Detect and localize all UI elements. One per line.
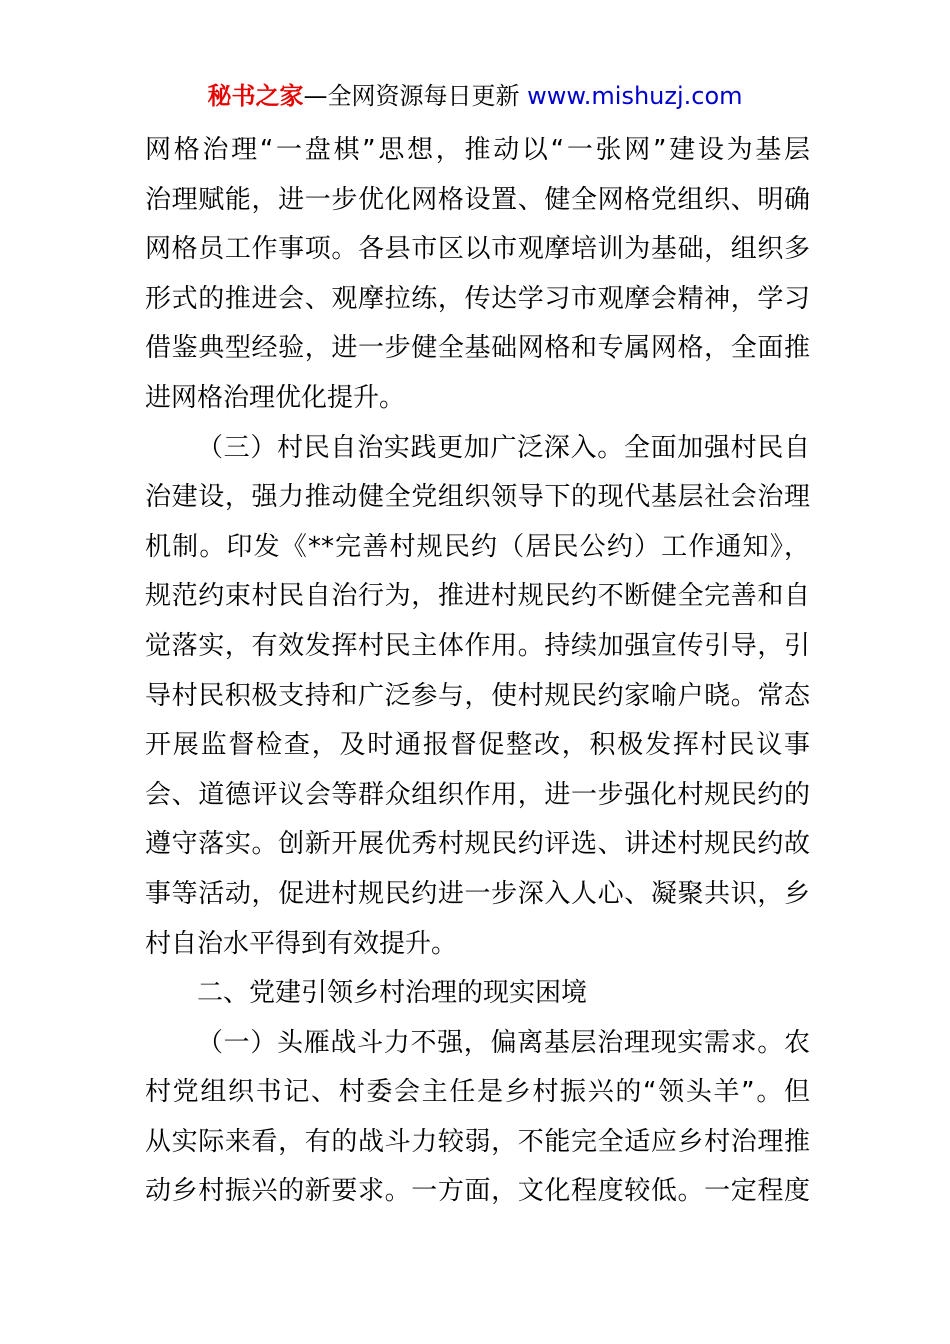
header-tagline: —全网资源每日更新 <box>303 82 520 110</box>
section-heading-line: （一）头雁战斗力不强，偏离基层治理现实需求。农 <box>197 1027 810 1058</box>
section-heading-line: （三）村民自治实践更加广泛深入。全面加强村民自 <box>197 432 810 463</box>
text-line: 机制。印发《**完善村规民约（居民公约）工作通知》， <box>145 531 810 562</box>
text-line: 会、道德评议会等群众组织作用，进一步强化村规民约的 <box>145 779 810 810</box>
chapter-heading: 二、党建引领乡村治理的现实困境 <box>197 978 588 1009</box>
text-line: 规范约束村民自治行为，推进村规民约不断健全完善和自 <box>145 581 810 612</box>
text-line: 事等活动，促进村规民约进一步深入人心、凝聚共识，乡 <box>145 878 810 909</box>
brand-name: 秘书之家 <box>207 82 304 110</box>
text-line: 网格治理“一盘棋”思想，推动以“一张网”建设为基层 <box>145 135 810 165</box>
text-line: 遵守落实。创新开展优秀村规民约评选、讲述村规民约故 <box>145 829 810 860</box>
text-line: 开展监督检查，及时通报督促整改，积极发挥村民议事 <box>145 730 810 761</box>
body-text <box>145 126 810 1217</box>
text-line: 形式的推进会、观摩拉练，传达学习市观摩会精神，学习 <box>145 283 810 314</box>
text-line: 导村民积极支持和广泛参与，使村规民约家喻户晓。常态 <box>145 680 810 711</box>
text-line: 进网格治理优化提升。 <box>145 382 406 413</box>
text-line: 村自治水平得到有效提升。 <box>145 928 458 959</box>
text-line: 动乡村振兴的新要求。一方面，文化程度较低。一定程度 <box>145 1176 810 1207</box>
text-line: 网格员工作事项。各县市区以市观摩培训为基础，组织多 <box>145 234 810 265</box>
text-line: 治理赋能，进一步优化网格设置、健全网格党组织、明确 <box>145 184 810 215</box>
site-url: www.mishuzj.com <box>527 82 743 110</box>
text-line: 村党组织书记、村委会主任是乡村振兴的“领头羊”。但 <box>145 1077 810 1108</box>
watermark-header <box>0 80 950 112</box>
text-line: 从实际来看，有的战斗力较弱，不能完全适应乡村治理推 <box>145 1126 810 1157</box>
text-line: 治建设，强力推动健全党组织领导下的现代基层社会治理 <box>145 482 810 513</box>
text-line: 觉落实，有效发挥村民主体作用。持续加强宣传引导，引 <box>145 630 810 661</box>
text-line: 借鉴典型经验，进一步健全基础网格和专属网格，全面推 <box>145 333 810 364</box>
